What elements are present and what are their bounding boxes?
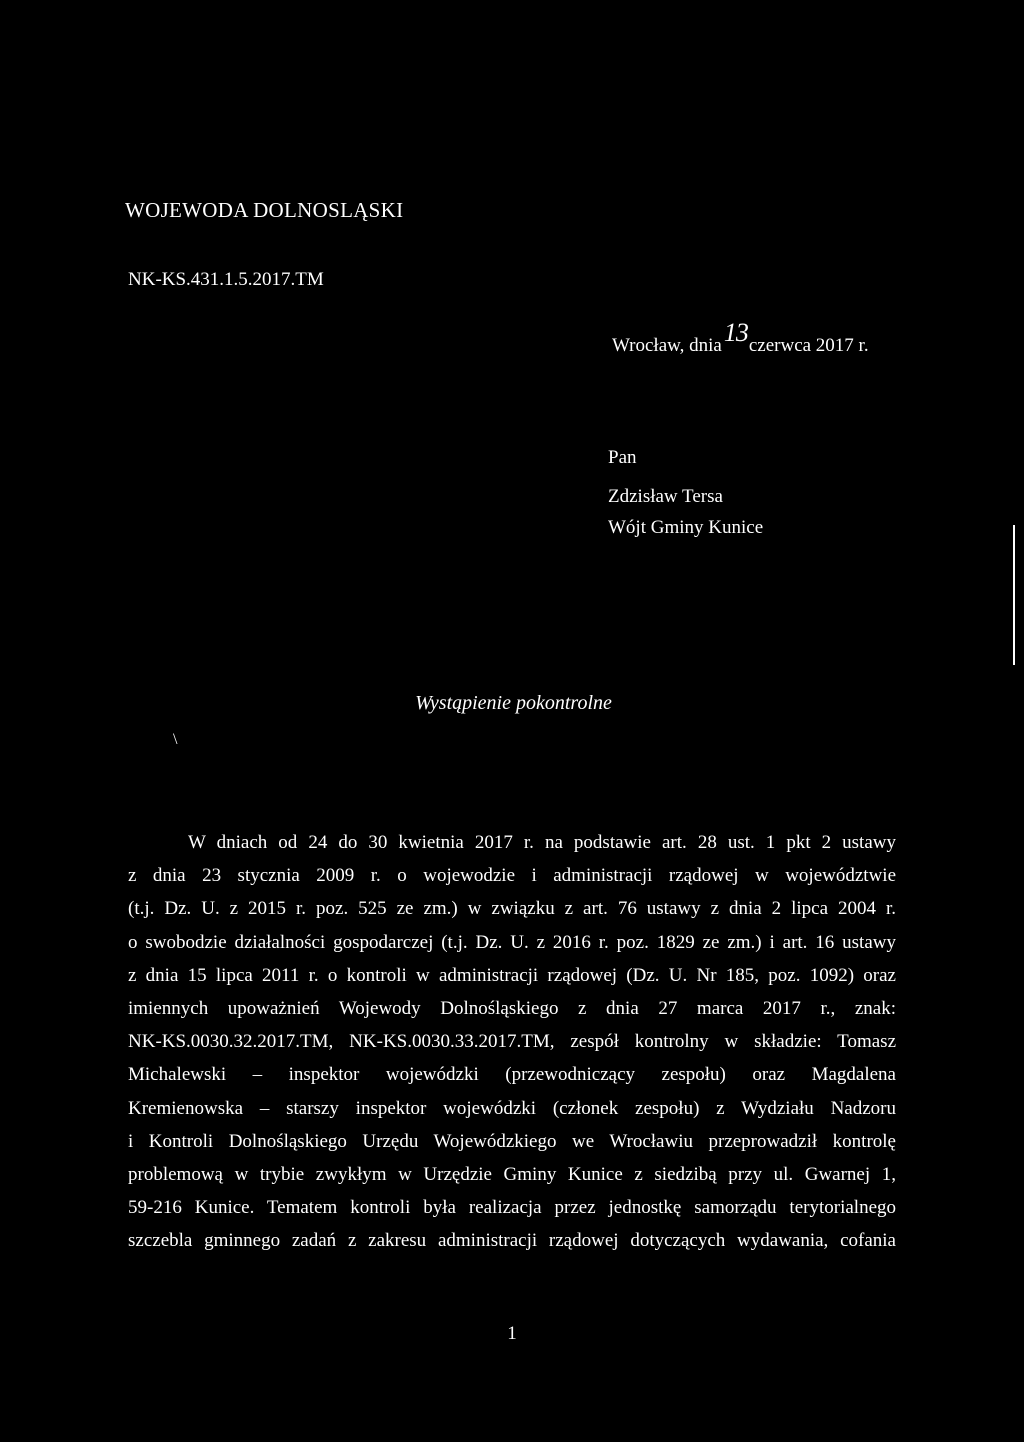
page-number: 1 xyxy=(507,1323,517,1344)
body-text xyxy=(128,831,896,1262)
body-line: Michalewski – inspektor wojewódzki (przewodniczący zespołu) oraz Magdalena xyxy=(128,1064,896,1086)
body-line: 59-216 Kunice. Tematem kontroli była realizacja przez jednostkę samorządu terytorialnego xyxy=(128,1197,896,1219)
body-line: z dnia 15 lipca 2011 r. o kontroli w administracji rządowej (Dz. U. Nr 185, poz. 1092) oraz xyxy=(128,964,896,986)
place-prefix: Wrocław, dnia xyxy=(612,335,722,356)
addressee-salutation: Pan xyxy=(608,447,637,468)
body-line: o swobodzie działalności gospodarczej (t.j. Dz. U. z 2016 r. poz. 1829 ze zm.) i art. 16 ustawy xyxy=(128,931,896,953)
addressee-name: Zdzisław Tersa xyxy=(608,486,723,507)
place-and-date xyxy=(612,318,869,358)
stray-mark: \ xyxy=(173,731,178,748)
body-line: W dniach od 24 do 30 kwietnia 2017 r. na podstawie art. 28 ust. 1 pkt 2 ustawy xyxy=(188,832,896,853)
body-line: szczebla gminnego zadań z zakresu administracji rządowej dotyczących wydawania, cofania xyxy=(128,1230,896,1252)
handwritten-day: 13 xyxy=(723,318,748,347)
body-line: NK-KS.0030.32.2017.TM, NK-KS.0030.33.2017.TM, zespół kontrolny w składzie: Tomasz xyxy=(128,1031,896,1053)
body-line: problemową w trybie zwykłym w Urzędzie Gminy Kunice z siedzibą przy ul. Gwarnej 1, xyxy=(128,1163,896,1185)
month-year: czerwca 2017 r. xyxy=(748,335,869,356)
body-line: imiennych upoważnień Wojewody Dolnośląskiego z dnia 27 marca 2017 r., znak: xyxy=(128,997,896,1019)
body-line: i Kontroli Dolnośląskiego Urzędu Wojewódzkiego we Wrocławiu przeprowadził kontrolę xyxy=(128,1130,896,1152)
addressee-position: Wójt Gminy Kunice xyxy=(608,517,764,538)
sender-authority: WOJEWODA DOLNOSLĄSKI xyxy=(125,198,404,222)
reference-number: NK-KS.431.1.5.2017.TM xyxy=(128,269,324,290)
document-heading: Wystąpienie pokontrolne xyxy=(415,692,612,714)
body-line: Kremienowska – starszy inspektor wojewódzki (członek zespołu) z Wydziału Nadzoru xyxy=(128,1097,896,1119)
margin-mark xyxy=(1013,525,1015,665)
body-line: (t.j. Dz. U. z 2015 r. poz. 525 ze zm.) w związku z art. 76 ustawy z dnia 2 lipca 2004 r. xyxy=(128,898,896,920)
body-line: z dnia 23 stycznia 2009 r. o wojewodzie i administracji rządowej w województwie xyxy=(128,865,896,887)
